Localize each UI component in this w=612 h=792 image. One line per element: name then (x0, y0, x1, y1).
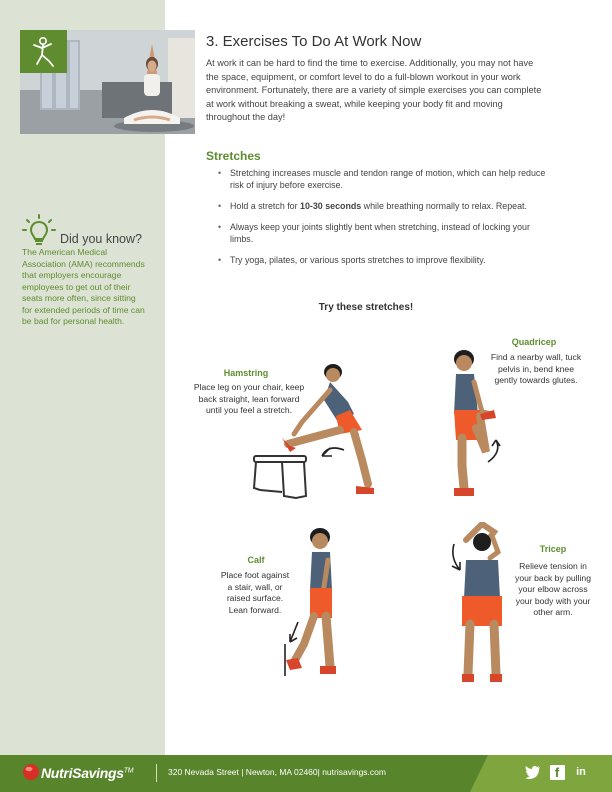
quadricep-description: Find a nearby wall, tuck pelvis in, bend knee gently towards glutes. (490, 352, 582, 385)
footer-accent (470, 755, 612, 792)
tricep-description: Relieve tension in your back by pulling your elbow across your body with your other arm. (515, 561, 591, 617)
footer-divider (156, 764, 157, 782)
footer-address: 320 Nevada Street | Newton, MA 02460| nutrisavings.com (168, 767, 386, 777)
stretches-heading: Stretches (206, 149, 261, 163)
running-person-icon (20, 30, 67, 73)
intro-paragraph: At work it can be hard to find the time to exercise. Additionally, you may not have the space, equipment, or comfort level to do a full-blown workout in your work environment. Fortunately, there are a variety of simple exercises you can complete at work without breaking a sweat, while keeping your body fit and moving throughout the day! (206, 58, 542, 122)
tricep-title: Tricep (539, 544, 567, 554)
facebook-icon[interactable]: f (549, 764, 565, 780)
hamstring-stretch-illustration (250, 360, 380, 502)
nutrisavings-logo-icon (22, 763, 40, 781)
try-stretches-heading: Try these stretches! (318, 302, 414, 313)
list-item: • Always keep your joints slightly bent when stretching, instead of locking your limbs. (218, 221, 553, 245)
calf-title: Calf (247, 555, 265, 565)
lightbulb-icon (22, 214, 56, 248)
list-item: • Try yoga, pilates, or various sports stretches to improve flexibility. (218, 254, 553, 266)
quadricep-stretch-illustration (440, 348, 515, 503)
calf-stretch-illustration (280, 526, 350, 684)
hamstring-description: Place leg on your chair, keep back straight, lean forward until you feel a stretch. (193, 382, 305, 415)
stretch-tips-list (218, 167, 553, 275)
list-item: • Hold a stretch for 10-30 seconds while breathing normally to relax. Repeat. (218, 200, 553, 212)
twitter-icon[interactable] (525, 765, 541, 779)
tricep-stretch-illustration (448, 522, 518, 690)
section-title: 3. Exercises To Do At Work Now (206, 33, 422, 50)
calf-description: Place foot against a stair, wall, or raised surface. Lean forward. (220, 570, 290, 615)
list-item: • Stretching increases muscle and tendon range of motion, which can help reduce risk of injury before exercise. (218, 167, 553, 191)
brand-name: NutriSavings™ (41, 765, 134, 781)
did-you-know-text: The American Medical Association (AMA) recommends that employers encourage employees to get out of their seats more often, since sitting for extended periods of time can be bad for personal health. (22, 247, 145, 326)
did-you-know-title: Did you know? (60, 232, 142, 246)
header-photo (20, 30, 195, 134)
linkedin-icon[interactable]: in (576, 766, 586, 778)
hamstring-title: Hamstring (223, 368, 269, 378)
quadricep-title: Quadricep (511, 337, 557, 347)
